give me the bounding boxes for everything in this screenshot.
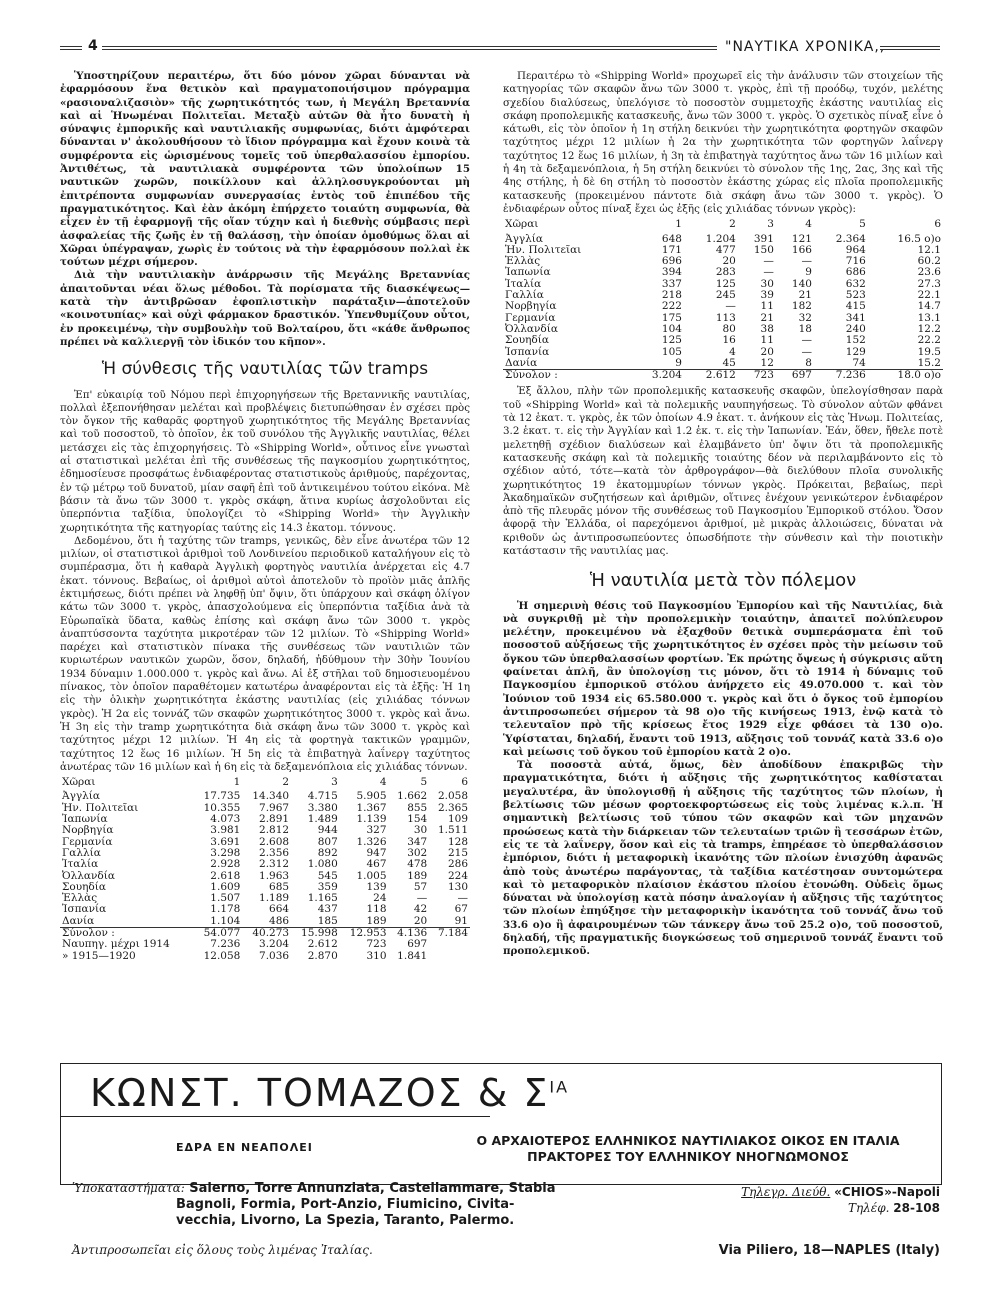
table-cell: 2.870 xyxy=(307,949,338,962)
table-cell: 22.2 xyxy=(917,334,941,347)
table-cell: 18.0 ο)ο xyxy=(868,370,943,382)
table-cell: 2.312 xyxy=(259,858,290,871)
table-cell: 222 xyxy=(661,300,682,313)
table-header-row xyxy=(60,777,470,791)
advert-agents: Ἀντιπροσωπεῖαι εἰς ὅλους τοὺς λιμένας Ἰταλίας. xyxy=(72,1243,373,1257)
advert-contact xyxy=(741,1184,940,1216)
table-cell: 4.715 xyxy=(307,790,338,803)
table-cell: 2 xyxy=(282,776,290,789)
table-cell: 245 xyxy=(715,289,736,302)
table-cell: 4.073 xyxy=(210,813,241,826)
table-cell: 5 xyxy=(420,776,428,789)
table-cell: 696 xyxy=(661,255,682,268)
table-cell: 1.204 xyxy=(705,232,736,245)
advert-telegr-label: Τηλεγρ. Διεύθ. xyxy=(741,1185,831,1199)
table-row-label: Γερμανία xyxy=(505,311,556,324)
table-cell: 22.1 xyxy=(917,289,941,302)
table-cell: 12.058 xyxy=(203,949,241,962)
table-cell: 648 xyxy=(661,232,682,245)
table-cell: 15.2 xyxy=(917,356,941,369)
table-cell: 892 xyxy=(317,846,338,859)
right-after-table-paragraph: Ἐξ ἄλλου, πλὴν τῶν προπολεμικῆς κατασκευῆς σκαφῶν, ὑπελογίσθησαν παρὰ τοῦ «Shipping World» καὶ τὰ πολεμικῆς ναυπηγήσεως. Τὸ σύνολον αὐτῶν φθάνει τὰ 12 ἑκατ. τ. γκρὸς, ἐκ τῶν ὁποίων 4.9 ἑκατ. τ. ἀνήκουν εἰς τὰς Ἡνωμ. Πολιτείας, 3.2 ἑκατ. τ. εἰς τὴν Ἀγγλίαν καὶ 1.2 ἑκ. τ. εἰς τὴν Ἰαπωνίαν. Ἐάν, ὅθεν, ἤθελε ποτὲ μελετηθῇ σχέδιον διαλύσεων καὶ ἐλαμβάνετο ὑπ' ὄψιν ὅτι τὰ προπολεμικῆς κατασκευῆς σκάφη καὶ τὰ πολεμικῆς τοιαύτης δέον νὰ περιλαμβάνοντο εἰς τὸ σχέδιον αὐτό, τότε—κατὰ τὸν ἀρθρογράφον—θὰ διελύθουν πλοῖα συνολικῆς χωρητικότητος 19 ἑκατομμυρίων τόννων γκρὸς. Πρόκειται, βεβαίως, περὶ Ἀκαδημαϊκῶν συζητήσεων καὶ ἀριθμῶν, οἵτινες ἐνέχουν γενικώτερον ἐνδιαφέρον ἀπὸ τῆς πλευρᾶς μόνον τῆς συνθέσεως τοῦ Παγκοσμίου Ἐμπορικοῦ στόλου. Ὅσον ἀφορᾷ τὴν Ἑλλάδα, οἱ παρεχόμενοι ἀριθμοί, μὲ μικρὰς ἀλλοιώσεις, δύναται νὰ κριθοῦν ὡς ἀντιπροσωπεύοντες ὁπωσδήποτε τὴν σύνθεσιν καὶ τὴν ποιοτικὴν κατάστασιν τῆς ναυτιλίας μας. xyxy=(503,385,943,557)
table-cell: 1 xyxy=(233,776,241,789)
table-row-label: Ἑλλὰς xyxy=(62,892,98,905)
table-cell: — xyxy=(725,300,736,313)
table-row-label: Γαλλία xyxy=(62,846,101,859)
table-cell: 38 xyxy=(760,322,774,335)
table-cell: 42 xyxy=(413,903,428,916)
advert-branches-line3: vecchia, Livorno, La Spezia, Taranto, Palermo. xyxy=(176,1213,515,1228)
advert-branches-label: Ὑποκαταστήματα: xyxy=(72,1181,185,1195)
table-cell: 152 xyxy=(845,334,866,347)
table-cell: 1.005 xyxy=(356,869,387,882)
table-cell: 224 xyxy=(447,869,468,882)
table-cell: 128 xyxy=(447,835,468,848)
table-row-label: Σουηδία xyxy=(62,880,106,893)
table-cell: 21 xyxy=(798,289,812,302)
table-cell: 16.5 ο)ο xyxy=(897,232,941,245)
table-row-label: Ὀλλανδία xyxy=(505,322,558,335)
table-cell: 12 xyxy=(760,356,774,369)
table-cell: 2.612 xyxy=(307,938,338,951)
table-cell: 6 xyxy=(934,218,941,231)
table-cell: 140 xyxy=(791,277,812,290)
table-row-label: Ἀγγλία xyxy=(62,790,100,803)
table-row-label: Ἰσπανία xyxy=(505,345,550,358)
table-cell: 105 xyxy=(661,345,682,358)
table-row xyxy=(503,358,943,370)
table-cell: — xyxy=(416,892,428,905)
advert-name-underline xyxy=(60,1116,490,1117)
page-header xyxy=(60,38,940,58)
table-cell: 7.967 xyxy=(259,801,290,814)
table-cell: 467 xyxy=(366,858,387,871)
left-body-paragraph: Ἐπ' εὐκαιρίᾳ τοῦ Νόμου περὶ ἐπιχορηγήσεων τῆς Βρεταννικῆς ναυτιλίας, πολλαὶ ἐξεπονήθησαν μελέται καὶ προβλέψεις διετυπώθησαν ἐν σχέσει πρὸς τὸν ὄγκον τῆς καθαρᾶς φορτηγοῦ χωρητικότητος τῆς Μεγάλης Βρεταννίας καὶ τοῦ ποσοστοῦ, τὸ ὁποῖον, ἐκ τοῦ συνόλου τῆς Ἀγγλικῆς ναυτιλίας, θέλει μετάσχει εἰς τὰς ἐπιχορηγήσεις. Τὸ «Shipping World», οὗτινος εἶνε γνωσταὶ αἱ στατιστικαὶ μελέται ἐπὶ τῆς συνθέσεως τῆς παγκοσμίου χωρητικότητος, ἐδημοσίευσε προσφάτως ἐνδιαφέροντας στατιστικοὺς ἀριθμούς, παρέχοντας, ἐν τῷ μέτρῳ τοῦ δυνατοῦ, μίαν σαφῆ ἐπὶ τοῦ ἀντικειμένου τούτου εἰκόνα. Μὲ βάσιν τὰ ἄνω τῶν 3000 τ. γκρὸς σκάφη, ἅτινα κυρίως ἀσχολοῦνται εἰς ὑπερπόντια ταξίδια, ὑπολογίζει τὸ «Shipping World» τὴν Ἀγγλικὴν χωρητικότητα τῆς κατηγορίας ταύτης εἰς 14.3 ἑκατομ. τόννους. xyxy=(60,388,470,534)
table-cell: 6 xyxy=(461,776,468,789)
page-number: 4 xyxy=(88,38,98,54)
table-cell: 523 xyxy=(845,289,866,302)
table-cell: 109 xyxy=(447,813,468,826)
table-row-label: Ἰσπανία xyxy=(62,903,107,916)
prewar-tonnage-table xyxy=(503,219,943,381)
right-column xyxy=(503,70,943,959)
table-cell: 716 xyxy=(845,255,866,268)
table-row-label: Ἰαπωνία xyxy=(505,266,551,279)
table-cell: 21 xyxy=(760,311,774,324)
table-cell: 5 xyxy=(859,218,866,231)
table-cell: 7.184 xyxy=(429,928,470,940)
table-cell: 3.298 xyxy=(210,846,241,859)
table-cell: 1.326 xyxy=(356,835,387,848)
table-row-label: Ἰαπωνία xyxy=(62,813,108,826)
table-cell: 9 xyxy=(805,266,812,279)
table-cell: 30 xyxy=(760,277,774,290)
table-cell: 1.165 xyxy=(307,892,338,905)
table-cell: 478 xyxy=(407,858,428,871)
table-cell: 2.928 xyxy=(210,858,241,871)
table-cell: 1.080 xyxy=(307,858,338,871)
table-cell: 182 xyxy=(791,300,812,313)
table-cell: 632 xyxy=(845,277,866,290)
table-cell: 14.340 xyxy=(252,790,290,803)
table-cell: 1.489 xyxy=(307,813,338,826)
table-cell: 697 xyxy=(776,370,814,382)
table-cell: 91 xyxy=(454,914,468,927)
table-cell: 80 xyxy=(722,322,736,335)
table-cell: 3.981 xyxy=(210,824,241,837)
table-cell: 7.236 xyxy=(210,938,241,951)
table-cell: 189 xyxy=(407,869,428,882)
table-row xyxy=(60,893,470,904)
table-cell: 57 xyxy=(413,880,428,893)
table-row-label: Νορβηγία xyxy=(62,824,114,837)
table-cell: 20 xyxy=(413,914,428,927)
table-cell: 283 xyxy=(715,266,736,279)
table-cell: 391 xyxy=(753,232,774,245)
table-cell: — xyxy=(801,255,812,268)
table-cell: 3 xyxy=(767,218,774,231)
table-cell: 2.356 xyxy=(259,846,290,859)
table-total-row xyxy=(503,370,943,382)
advert-branches-line1: Salerno, Torre Annunziata, Castellammare, Stabia xyxy=(189,1181,556,1196)
table-row-label: » 1915—1920 xyxy=(62,949,136,962)
table-cell: 347 xyxy=(407,835,428,848)
table-cell: 327 xyxy=(366,824,387,837)
table-cell: 302 xyxy=(407,846,428,859)
table-cell: 130 xyxy=(447,880,468,893)
table-cell: 23.6 xyxy=(917,266,941,279)
table-cell: 1.963 xyxy=(259,869,290,882)
table-cell: 60.2 xyxy=(917,255,941,268)
table-cell: 2.618 xyxy=(210,869,241,882)
table-row-label: Ἰταλία xyxy=(505,277,542,290)
table-cell: 11 xyxy=(760,334,774,347)
table-cell: — xyxy=(763,255,774,268)
table-cell: 2.891 xyxy=(259,813,290,826)
magazine-title: "ΝΑΥΤΙΚΑ ΧΡΟΝΙΚΑ,, xyxy=(725,39,886,55)
table-cell: 947 xyxy=(366,846,387,859)
advert-seat: ΕΔΡΑ ΕΝ ΝΕΑΠΟΛΕΙ xyxy=(176,1141,313,1154)
table-extra-row xyxy=(60,939,470,950)
table-row-label: Ἀγγλία xyxy=(505,232,543,245)
table-row xyxy=(503,301,943,312)
table-cell: 40.273 xyxy=(242,928,291,940)
table-row-label: Ναυπηγ. μέχρι 1914 xyxy=(62,938,170,951)
table-row xyxy=(60,916,470,928)
table-cell: 1.609 xyxy=(210,880,241,893)
table-cell: 125 xyxy=(715,277,736,290)
advert-tagline-line1: Ο ΑΡΧΑΙΟΤΕΡΟΣ ΕΛΛΗΝΙΚΟΣ ΝΑΥΤΙΛΙΑΚΟΣ ΟΙΚΟΣ ΕΝ ΙΤΑΛΙΑ xyxy=(476,1133,900,1148)
table-cell: 415 xyxy=(845,300,866,313)
table-cell: 1.178 xyxy=(210,903,241,916)
table-cell: 118 xyxy=(366,903,387,916)
table-row-label: Ὀλλανδία xyxy=(62,869,115,882)
table-cell: 3.691 xyxy=(210,835,241,848)
table-cell: 185 xyxy=(317,914,338,927)
table-row-label: Νορβηγία xyxy=(505,300,557,313)
tramps-composition-table xyxy=(60,777,470,962)
advert-branches-line2: Bagnoli, Formia, Port-Anzio, Fiumicino, Civita- xyxy=(176,1197,515,1212)
table-cell: 1.104 xyxy=(210,914,241,927)
table-cell: 30 xyxy=(413,824,428,837)
table-cell: 686 xyxy=(845,266,866,279)
table-cell: 7.236 xyxy=(814,370,868,382)
table-cell: 218 xyxy=(661,289,682,302)
table-row xyxy=(60,904,470,915)
table-cell: 437 xyxy=(317,903,338,916)
table-cell: 855 xyxy=(407,801,428,814)
left-intro-paragraph: Διὰ τὴν ναυτιλιακὴν ἀνάρρωσιν τῆς Μεγάλης Βρεταννίας ἀπαιτοῦνται νέαι ὅλως μέθοδοι. Τὰ πορίσματα τῆς διασκέψεως—κατὰ τὴν ἀντιβρῶσαν ἐφοπλιστικὴν παράταξιν—ἀποτελοῦν «κοινοτυπίας» καὶ οὐχὶ φάρμακον δραστικόν. Ὑπενθυμίζουν οὗτοι, ἐν προκειμένῳ, τὴν συμβουλὴν τοῦ Βολταίρου, ὅτι «κάθε ἄνθρωπος πρέπει νὰ καλλιεργῇ τὸν ἰδικόν του κῆπον». xyxy=(60,269,470,348)
table-cell: 723 xyxy=(366,938,387,951)
table-cell: 154 xyxy=(407,813,428,826)
left-column xyxy=(60,70,470,962)
right-body-paragraph: Τὰ ποσοστὰ αὐτά, ὅμως, δὲν ἀποδίδουν ἐπακριβῶς τὴν πραγματικότητα, διότι ἡ αὔξησις τῆς χωρητικότητος καθίσταται μεγαλυτέρα, ἂν ὑπολογισθῇ ἡ αὔξησις τῆς ταχύτητος τῶν πλοίων, ἡ βελτίωσις τῶν μέσων φορτοεκφορτώσεως εἰς τοὺς λιμένας κ.λ.π. Ἡ σημαντικὴ βελτίωσις τοῦ τύπου τῶν σκαφῶν καὶ τῶν μηχανῶν προώσεως κατὰ τὴν διάρκειαν τῶν τελευταίων τριῶν ἢ τεσσάρων ἐτῶν, εἰς τε τὰ λαΐνεργ, ὅσον καὶ εἰς τὰ tramps, ἐπηρέασε τὸ ὑπερθαλάσσιον ἐμπόριον, διότι ἡ μεταφορικὴ ἱκανότης τῶν πλοίων ἐνισχύθη ἀφανῶς ἀπὸ τοὺς ἀνωτέρω παράγοντας, τὰ ταξίδια κατέστησαν συντομώτερα καὶ τὸ μεταφορικὸν πλαίσιον ἑκάστου πλοίου ἐτονώθη. Οὐδεὶς ὅμως δύναται νὰ ὑπολογίσῃ κατὰ πόσην ἀναλογίαν ἡ αὔξησις τῆς ταχύτητος τῶν πλοίων ἐπηύξησε τὴν μεταφορικὴν ἱκανότητα τοῦ τοννάζ ἄνω τοῦ 33.6 ο)ο ἢ ἀφαιρουμένων τῶν τάνκεργ ἄνω τοῦ 25.2 ο)ο, τοῦ ποσοστοῦ, δηλαδή, τῆς πραγματικῆς διογκώσεως τοῦ σημερινοῦ τοννάζ ἔναντι τοῦ προπολεμικοῦ. xyxy=(503,759,943,958)
header-rule-middle xyxy=(102,46,717,50)
table-cell: 341 xyxy=(845,311,866,324)
advert-address: Via Piliero, 18—NAPLES (Italy) xyxy=(718,1243,940,1258)
table-cell: 104 xyxy=(661,322,682,335)
table-cell: 2 xyxy=(729,218,736,231)
table-cell: 4 xyxy=(805,218,812,231)
table-cell: 3.380 xyxy=(307,801,338,814)
advert-tagline-line2: ΠΡΑΚΤΟΡΕΣ ΤΟΥ ΕΛΛΗΝΙΚΟΥ ΝΗΟΓΝΩΜΟΝΟΣ xyxy=(527,1149,849,1164)
table-cell: 1.367 xyxy=(356,801,387,814)
table-row-label: Σύνολον : xyxy=(503,370,630,382)
table-cell: 7.036 xyxy=(259,949,290,962)
table-cell: 171 xyxy=(661,243,682,256)
table-cell: 14.7 xyxy=(917,300,941,313)
table-cell: 113 xyxy=(715,311,736,324)
table-cell: 394 xyxy=(661,266,682,279)
table-cell: 150 xyxy=(753,243,774,256)
tomazos-advertisement xyxy=(60,1063,940,1258)
table-cell: 664 xyxy=(269,903,290,916)
table-cell: 39 xyxy=(760,289,774,302)
table-row-label: Δανία xyxy=(505,356,538,369)
advert-company-name xyxy=(90,1071,569,1115)
table-row-label: Χῶραι xyxy=(505,218,539,231)
table-cell: 4.136 xyxy=(389,928,430,940)
advert-tagline xyxy=(428,1133,948,1165)
table-cell: 1.662 xyxy=(397,790,428,803)
table-cell: 13.1 xyxy=(917,311,941,324)
table-cell: 189 xyxy=(366,914,387,927)
table-cell: 67 xyxy=(454,903,468,916)
table-cell: 1.189 xyxy=(259,892,290,905)
table-cell: 286 xyxy=(447,858,468,871)
left-intro xyxy=(60,70,470,349)
section-title-postwar: Ἡ ναυτιλία μετὰ τὸν πόλεμον xyxy=(589,570,857,592)
table-row-label: Δανία xyxy=(62,914,95,927)
table-row xyxy=(503,290,943,301)
table-cell: 45 xyxy=(722,356,736,369)
table-row xyxy=(503,335,943,346)
table-cell: 8 xyxy=(805,356,812,369)
table-row-label: Ἑλλὰς xyxy=(505,255,541,268)
table-row-label: Ἰταλία xyxy=(62,858,99,871)
table-cell: — xyxy=(801,345,812,358)
advert-phone-label: Τηλέφ. xyxy=(847,1201,890,1215)
table-cell: 215 xyxy=(447,846,468,859)
table-cell: 2.058 xyxy=(437,790,468,803)
table-header-row xyxy=(503,219,943,233)
left-intro-paragraph: Ὑποστηρίζουν περαιτέρω, ὅτι δύο μόνον χῶραι δύνανται νὰ ἐφαρμόσουν ἕνα θετικὸν καὶ πραγματοποιήσιμον πρόγραμμα «ρασιοναλιζασιὸν» τῆς χωρητικότητός των, ἡ Μεγάλη Βρεταννία καὶ αἱ Ἡνωμέναι Πολιτεῖαι. Μεταξὺ αὐτῶν θὰ ἦτο δυνατὴ ἡ σύναψις ἐμπορικῆς καὶ ναυτιλιακῆς συμφωνίας, διότι ἀμφότεραι δύνανται ν' ἀκολουθήσουν τὸ ἴδιον πρόγραμμα καὶ ἔχουν κοινὰ τὰ συμφέροντα εἰς ὡρισμένους τομεῖς τοῦ ὑπερθαλασσίου ἐμπορίου. Ἀντιθέτως, τὰ ναυτιλιακὰ συμφέροντα τῶν ὑπολοίπων 15 ναυτικῶν χωρῶν, ποικίλλουν καὶ ἀλληλοσυγκρούονται μὴ ἐπιτρέποντα συμφωνίαν συνεργασίας ἐντὸς τοῦ ἐπιπέδου τῆς πραγματικότητος. Καὶ ἐὰν ἀκόμη ἐπήρχετο τοιαύτη συμφωνία, θὰ εἶχεν ἐν τῇ ἐφαρμογῇ τῆς οἵαν τύχην καὶ ἡ διεθνὴς σύμβασις περὶ ἀσφαλείας τῆς ζωῆς ἐν τῇ θαλάσσῃ, τὴν ὁποίαν ὁμοθύμως ὅλαι αἱ Χῶραι ὑπέγραψαν, χωρὶς ἐν τούτοις νὰ τὴν ἐφαρμόσουν πολλαὶ ἐκ τούτων μέχρι σήμερον. xyxy=(60,70,470,269)
right-intro-paragraph: Περαιτέρω τὸ «Shipping World» προχωρεῖ εἰς τὴν ἀνάλυσιν τῶν στοιχείων τῆς κατηγορίας τῶν σκαφῶν ἄνω τῶν 3000 τ. γκρὸς, ἐπὶ τῇ προόδῳ, τυχόν, μελέτης σχεδίου διαλύσεως, ὑπελόγισε τὸ ποσοστὸν συμμετοχῆς ἑκάστης ναυτιλίας εἰς σκάφη προπολεμικῆς κατασκευῆς, ἄνω τῶν 3000 τ. γκρὸς. Ὁ σχετικὸς πίναξ εἶνε ὁ κάτωθι, εἰς τὸν ὁποῖον ἡ 1η στήλη δεικνύει τὴν χωρητικότητα φορτηγῶν σκαφῶν ταχύτητος μέχρι 12 μιλίων ἡ 2α τὴν χωρητικότητα τῶν φορτηγῶν λαΐνεργ ταχύτητος 12 ἕως 16 μιλίων, ἡ 3η τὰ ἐπιβατηγὰ ταχύτητος ἄνω τῶν 16 μιλίων καὶ ἡ 4η τὰ δεξαμενόπλοια, ἡ 5η στήλη δεικνύει τὸ σύνολον τῆς 1ης, 2ας, 3ης καὶ τῆς 4ης στήλης, ἡ δὲ 6η στήλη τὸ ποσοστὸν ἑκάστης χώρας εἰς πλοῖα προπολεμικῆς κατασκευῆς (προκειμένου πάντοτε διὰ σκάφη ἄνω τῶν 3000 τ. γκρὸς). Ὁ ἐνδιαφέρων οὗτος πίναξ ἔχει ὡς ἑξῆς (εἰς χιλιάδας τόννων γκρὸς): xyxy=(503,70,943,215)
advert-branches xyxy=(72,1180,556,1229)
table-cell: 16 xyxy=(722,334,736,347)
table-row-label: Σουηδία xyxy=(505,334,549,347)
table-cell: 807 xyxy=(317,835,338,848)
table-cell: 125 xyxy=(661,334,682,347)
advert-company-name-text: ΚΩΝΣΤ. ΤΟΜΑΖΟΣ & Σ xyxy=(90,1071,550,1115)
table-cell: 486 xyxy=(269,914,290,927)
left-body-paragraph: Δεδομένου, ὅτι ἡ ταχύτης τῶν tramps, γενικῶς, δὲν εἶνε ἀνωτέρα τῶν 12 μιλίων, οἱ στατιστικοὶ ἀριθμοὶ τοῦ Λονδινείου περιοδικοῦ καταλήγουν εἰς τὸ συμπέρασμα, ὅτι ἡ καθαρὰ Ἀγγλικὴ φορτηγὸς ναυτιλία ἀνέρχεται εἰς 4.7 ἑκατ. τόννους. Βεβαίως, οἱ ἀριθμοὶ αὐτοὶ ἀποτελοῦν τὸ προϊὸν μιᾶς ἁπλῆς ἐκτιμήσεως, διότι πρέπει νὰ ληφθῇ ὑπ' ὄψιν, ὅτι ὑπάρχουν καὶ σκάφη ὀλίγον κάτω τῶν 3000 τ. γκρὸς, ἀπασχολούμενα εἰς ὑπερπόντια ταξίδια ἀνὰ τὰ Εὐρωπαϊκὰ ὕδατα, καθὼς ἐπίσης καὶ σκάφη ἄνω τῶν 3000 τ. γκρὸς ἀναπτύσσοντα ταχύτητα μικροτέραν τῶν 12 μιλίων. Τὸ «Shipping World» παρέχει καὶ στατιστικὸν πίνακα τῆς συνθέσεως τῶν ναυτιλιῶν τῶν κυριωτέρων ναυτικῶν χωρῶν, ὅσον, δηλαδή, ἠδύθμουν τὴν 30ὴν Ἰουνίου 1934 δύναμιν 1.000.000 τ. γκρὸς καὶ ἄνω. Αἱ ἐξ στῆλαι τοῦ δημοσιευομένου πίνακος, τὸν ὁποῖον παραθέτομεν κατωτέρω ἀναφέρονται εἰς τὰ ἑξῆς: Ἡ 1η εἰς τὴν ὁλικὴν χωρητικότητα ἑκάστης ναυτιλίας (εἰς χιλιάδας τόννων γκρὸς). Ἡ 2α εἰς τοννάζ τῶν σκαφῶν χωρητικότητος 3000 τ. γκρὸς καὶ ἄνω. Ἡ 3η εἰς τὴν tramp χωρητικότητα διὰ σκάφη ἄνω τῶν 3000 τ. γκρὸς καὶ ταχύτητος μέχρι 12 μιλίων. Ἡ 4η εἰς τὰ φορτηγὰ τακτικῶν γραμμῶν, ταχύτητος 12 ἕως 16 μιλίων. Ἡ 5η εἰς τὰ ἐπιβατηγὰ λαΐνεργ ταχύτητος ἀνωτέρας τῶν 16 μιλίων καὶ ἡ 6η εἰς τὰ δεξαμενόπλοια εἰς χιλιάδας τόννων. xyxy=(60,534,470,773)
table-cell: 697 xyxy=(407,938,428,951)
table-cell: 2.365 xyxy=(437,801,468,814)
table-cell: 20 xyxy=(722,255,736,268)
table-cell: 310 xyxy=(366,949,387,962)
table-cell: 3.204 xyxy=(259,938,290,951)
table-cell: 12.953 xyxy=(340,928,389,940)
table-row-label: Χῶραι xyxy=(62,776,96,789)
table-cell: 723 xyxy=(738,370,776,382)
table-cell: 1 xyxy=(675,218,682,231)
table-cell: 3.204 xyxy=(630,370,684,382)
table-cell: 1.511 xyxy=(437,824,468,837)
table-cell: 175 xyxy=(661,311,682,324)
table-cell: 9 xyxy=(675,356,682,369)
table-cell: 19.5 xyxy=(917,345,941,358)
table-cell: 20 xyxy=(760,345,774,358)
table-cell: 17.735 xyxy=(203,790,241,803)
section-title-tramps: Ἡ σύνθεσις τῆς ναυτιλίας τῶν tramps xyxy=(101,359,429,380)
table-cell: 18 xyxy=(798,322,812,335)
table-cell: 1.841 xyxy=(397,949,428,962)
table-row-label: Σύνολον : xyxy=(60,928,194,940)
table-cell: 2.364 xyxy=(835,232,866,245)
table-cell: 24 xyxy=(373,892,387,905)
table-cell: — xyxy=(801,334,812,347)
table-cell: 944 xyxy=(317,824,338,837)
table-cell: 54.077 xyxy=(194,928,243,940)
table-cell: 4 xyxy=(729,345,736,358)
table-row xyxy=(60,825,470,836)
table-cell: 27.3 xyxy=(917,277,941,290)
table-cell: 2.612 xyxy=(684,370,738,382)
right-body xyxy=(503,600,943,959)
table-cell: 5.905 xyxy=(356,790,387,803)
table-row-label: Ἡν. Πολιτεῖαι xyxy=(62,801,139,814)
table-cell: 12.1 xyxy=(917,243,941,256)
advert-phone-value: 28-108 xyxy=(893,1201,940,1215)
table-cell: 545 xyxy=(317,869,338,882)
table-cell: — xyxy=(457,892,468,905)
table-extra-row xyxy=(60,951,470,962)
advert-company-name-sup: ΙΑ xyxy=(549,1077,570,1097)
table-cell: 964 xyxy=(845,243,866,256)
table-cell: 2.608 xyxy=(259,835,290,848)
table-cell: 74 xyxy=(852,356,866,369)
table-cell: 4 xyxy=(379,776,387,789)
table-row-label: Ἡν. Πολιτεῖαι xyxy=(505,243,582,256)
table-cell: 477 xyxy=(715,243,736,256)
header-rule-left xyxy=(60,46,82,50)
right-body-paragraph: Ἡ σημερινὴ θέσις τοῦ Παγκοσμίου Ἐμπορίου καὶ τῆς Ναυτιλίας, διὰ νὰ συγκριθῇ μὲ τὴν προπολεμικὴν τοιαύτην, ἀπαιτεῖ πολύπλευρον μελέτην, προκειμένου νὰ ἐξαχθοῦν θετικὰ συμπεράσματα ἐπὶ τοῦ ποσοστοῦ αὐξήσεως τῆς χωρητικότητος ἐν σχέσει πρὸς τὴν μείωσιν τοῦ ὄγκου τῶν ὑπερθαλασσίων φορτίων. Ἐκ πρώτης ὄψεως ἡ σύγκρισις αὕτη φαίνεται ἁπλῆ, ἂν ὑπολογίσῃ τις μόνον, ὅτι τὸ 1914 ἡ δύναμις τοῦ Παγκοσμίου ἐμπορικοῦ στόλου ἀνήρχετο εἰς 49.070.000 τ. καὶ τὸν Ἰούνιον τοῦ 1934 εἰς 65.580.000 τ. γκρὸς καὶ ὅτι ὁ ὄγκος τοῦ ἐμπορίου ἀντιπροσωπεύει σήμερον τὰ 98 ο)ο τῆς κινήσεως 1913, ἐνῷ κατὰ τὸ τελευταῖον πρὸ τῆς κρίσεως ἔτος 1929 εἶχε φθάσει τὰ 130 ο)ο. Ὑφίσταται, δηλαδή, ἔναντι τοῦ 1913, αὔξησις τοῦ τοννάζ κατὰ 33.6 ο)ο καὶ μείωσις τοῦ ὄγκου τοῦ ἐμπορίου κατὰ 2 ο)ο. xyxy=(503,599,943,758)
table-cell: 166 xyxy=(791,243,812,256)
table-cell: 685 xyxy=(269,880,290,893)
table-cell: 1.507 xyxy=(210,892,241,905)
table-cell: 32 xyxy=(798,311,812,324)
table-cell: 15.998 xyxy=(291,928,340,940)
table-cell: 337 xyxy=(661,277,682,290)
table-row xyxy=(60,871,470,882)
table-cell: 129 xyxy=(845,345,866,358)
table-row xyxy=(60,859,470,870)
table-cell: 3 xyxy=(331,776,338,789)
table-cell: 1.139 xyxy=(356,813,387,826)
table-cell: 121 xyxy=(791,232,812,245)
table-cell: 2.812 xyxy=(259,824,290,837)
table-cell: 139 xyxy=(366,880,387,893)
table-row-label: Γερμανία xyxy=(62,835,113,848)
table-cell: 12.2 xyxy=(917,322,941,335)
table-cell: — xyxy=(763,266,774,279)
header-rule-right xyxy=(880,46,940,50)
table-cell: 11 xyxy=(760,300,774,313)
table-cell: 10.355 xyxy=(203,801,241,814)
table-row-label: Γαλλία xyxy=(505,289,544,302)
advert-telegr-value: «CHIOS»-Napoli xyxy=(834,1185,940,1199)
table-cell: 240 xyxy=(845,322,866,335)
table-cell: 359 xyxy=(317,880,338,893)
